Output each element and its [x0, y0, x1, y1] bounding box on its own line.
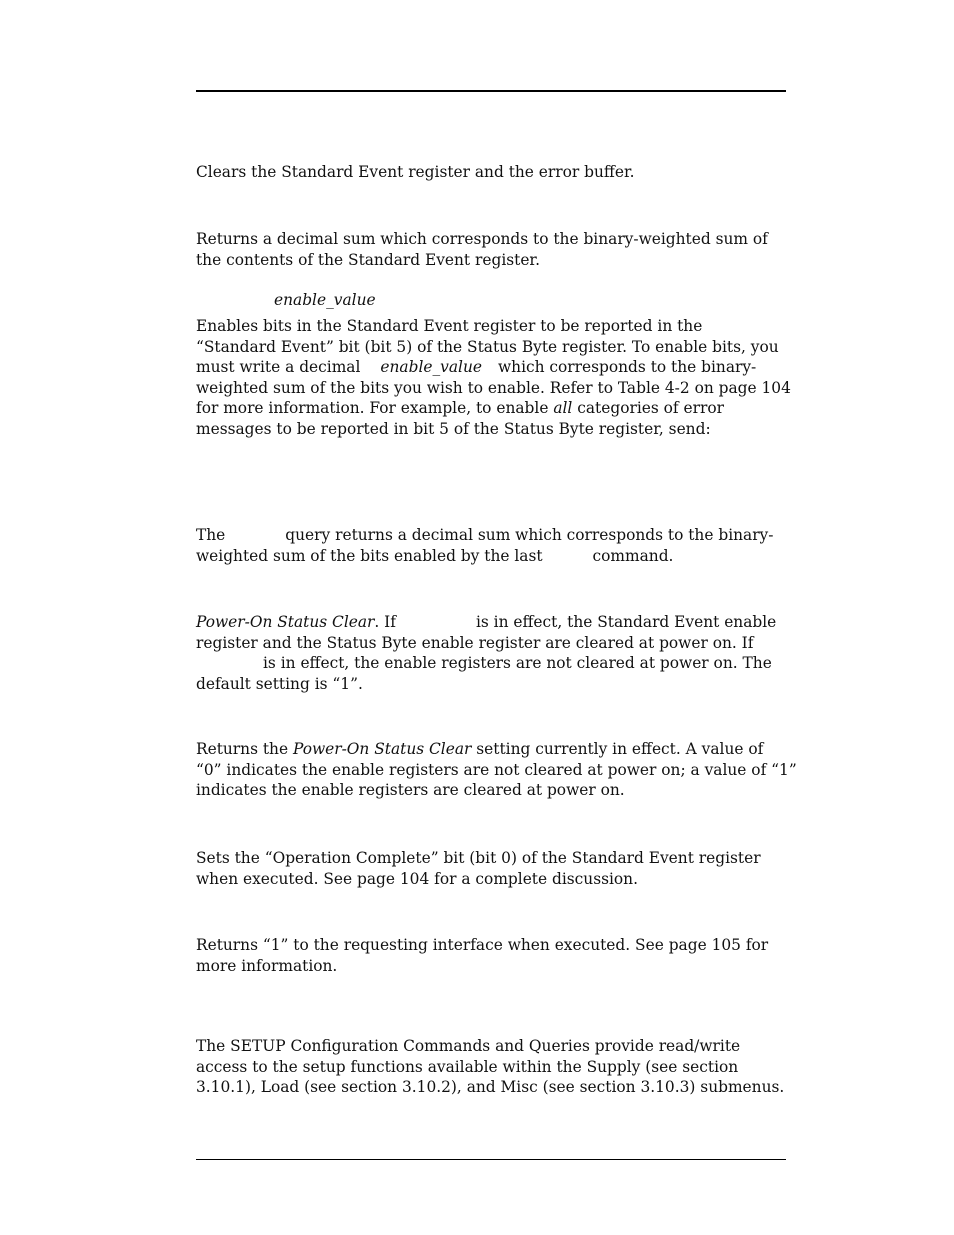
psc-description: Power-On Status Clear. If is in effect, the Standard Event enable register and the Status Byte enable register are cleared at power on. If is in effect, the enable registers are not cleared at power on. The default setting is “1”. — [196, 613, 777, 693]
opc-description: Sets the “Operation Complete” bit (bit 0) of the Standard Event register when executed. See page 104 for a complete discussion. — [196, 849, 761, 888]
ese-description: Enables bits in the Standard Event register to be reported in the “Standard Event” bit (bit 5) of the Status Byte register. To enable bits, you must write a decimal enable_value which corresponds to the binary- weighted sum of the bits you wish to enable. Refer to Table 4-2 on page 104 for more information. For example, to enable all categories of error messages to be reported in bit 5 of the Status Byte register, send: — [196, 317, 791, 438]
header-rule — [196, 90, 786, 92]
ese-query-description: Returns a decimal sum which corresponds to the binary-weighted sum of the contents of the Standard Event register. — [196, 230, 768, 269]
footer-rule — [196, 1159, 786, 1160]
ese-syntax-parameter: enable_value — [274, 291, 376, 309]
cls-description: Clears the Standard Event register and the error buffer. — [196, 163, 635, 181]
setup-description: The SETUP Configuration Commands and Queries provide read/write access to the setup functions available within the Supply (see section 3.10.1), Load (see section 3.10.2), and Misc (see section 3.10.3) submenus. — [196, 1037, 785, 1096]
psc-query-description: Returns the Power-On Status Clear setting currently in effect. A value of “0” indicates the enable registers are not cleared at power on; a value of “1” indicates the enable registers are cleared at power on. — [196, 740, 797, 799]
ese-query-explanation: The query returns a decimal sum which corresponds to the binary- weighted sum of the bits enabled by the last command. — [196, 526, 774, 565]
opc-query-description: Returns “1” to the requesting interface when executed. See page 105 for more information. — [196, 936, 769, 975]
